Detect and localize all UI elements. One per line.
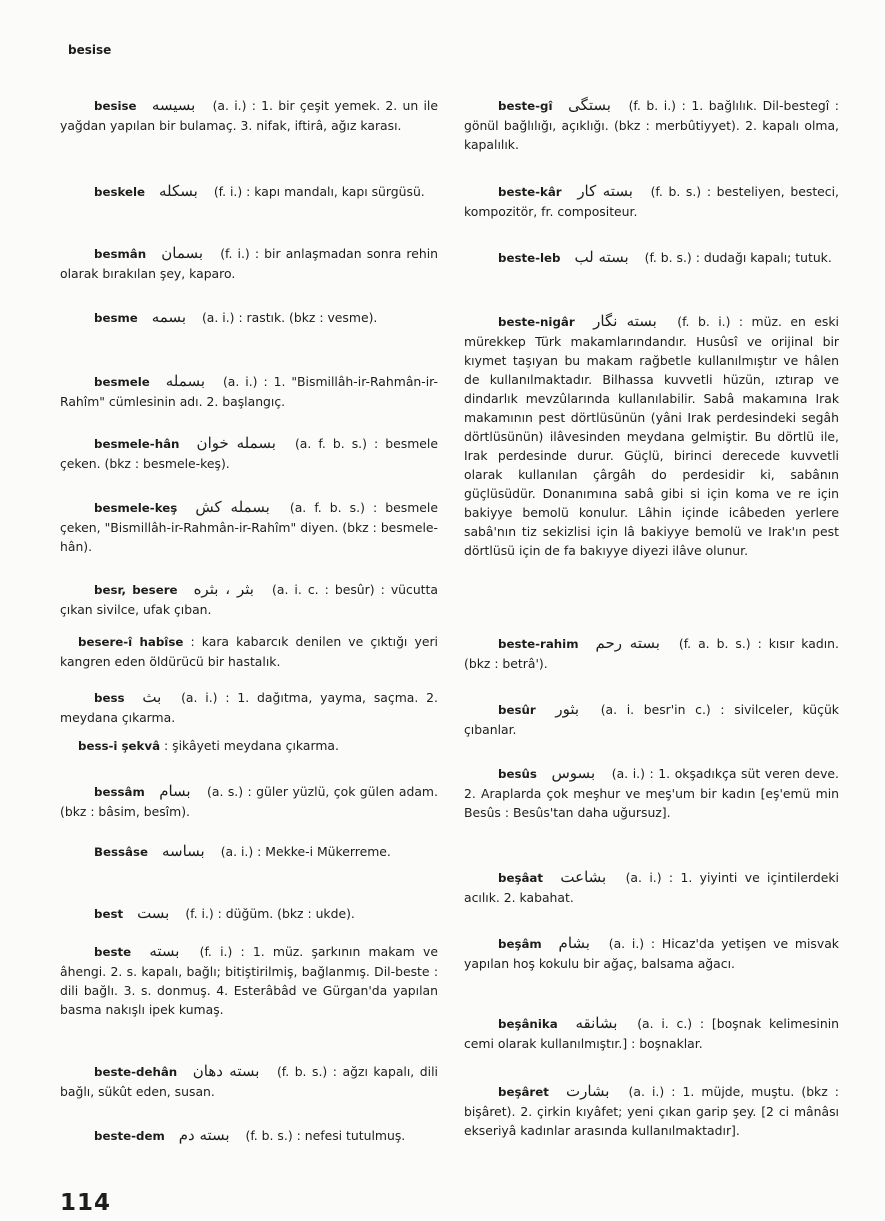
dictionary-entry — [60, 632, 438, 671]
grammar-note: (f. b. s.) — [644, 250, 692, 265]
grammar-note: (a. f. b. s.) — [289, 500, 365, 515]
dictionary-entry — [60, 688, 438, 727]
dictionary-entry — [60, 244, 438, 283]
dictionary-entry — [60, 96, 438, 135]
definition: : 1. "Bismillâh-ir-Rahmân-ir-Rahîm" cümlesinin adı. 2. başlangıç. — [60, 374, 438, 409]
grammar-note: (a. i.) — [222, 374, 258, 389]
definition: : rastık. (bkz : vesme). — [238, 310, 378, 325]
arabic-script: بسوس — [551, 764, 596, 782]
definition: : Mekke-i Mükerreme. — [257, 844, 391, 859]
dictionary-entry — [60, 372, 438, 411]
grammar-note: (a. i.) — [608, 936, 645, 951]
definition: : ağzı kapalı, dili bağlı, sükût eden, susan. — [60, 1064, 438, 1099]
dictionary-entry — [464, 182, 839, 221]
dictionary-entry — [60, 942, 438, 1019]
grammar-note: (f. b. s.) — [650, 184, 702, 199]
dictionary-entry — [464, 868, 839, 907]
headword: beşâret — [498, 1085, 549, 1099]
definition: : besmele çeken, "Bismillâh-ir-Rahmân-ir-Rahîm" diyen. (bkz : besmele-hân). — [60, 500, 438, 554]
grammar-note: (a. i.) — [611, 766, 645, 781]
dictionary-entry — [60, 182, 438, 202]
grammar-note: (a. f. b. s.) — [294, 436, 367, 451]
grammar-note: (f. b. i.) — [628, 98, 676, 113]
arabic-script: بساسه — [161, 842, 205, 860]
dictionary-entry — [60, 736, 438, 756]
arabic-script: بسمله خوان — [196, 434, 276, 452]
arabic-script: بسكله — [159, 182, 198, 200]
arabic-script: بسته رحم — [595, 634, 660, 652]
dictionary-entry — [464, 700, 839, 739]
arabic-script: بسته — [149, 942, 180, 960]
headword: besise — [94, 99, 137, 113]
arabic-script: بثر ، بثره — [193, 580, 254, 598]
headword: besere-î habîse — [78, 635, 184, 649]
dictionary-entry — [60, 498, 438, 556]
dictionary-entry — [60, 434, 438, 473]
definition: : 1. müz. şarkının makam ve âhengi. 2. s. kapalı, bağlı; bitiştirilmiş, bağlanmış. Dil-beste : dili bağlı. 3. s. donmuş. 4. Esterâbâd ve Gürgan'da yapılan basma nakışlı ipek kumaş. — [60, 944, 438, 1017]
dictionary-entry — [60, 580, 438, 619]
definition: : 1. dağıtma, yayma, saçma. 2. meydana çıkarma. — [60, 690, 438, 725]
grammar-note: (f. i.) — [185, 906, 214, 921]
definition: : sivilceler, küçük çıbanlar. — [464, 702, 839, 737]
page-number: 114 — [60, 1190, 112, 1216]
grammar-note: (a. s.) — [207, 784, 244, 799]
headword: besmân — [94, 247, 147, 261]
arabic-script: بشانقه — [575, 1014, 618, 1032]
grammar-note: (f. i.) — [213, 184, 243, 199]
headword: beste-nigâr — [498, 315, 575, 329]
headword: besûs — [498, 767, 537, 781]
arabic-script: بثور — [555, 700, 580, 718]
definition: : 1. yiyinti ve içintilerdeki acılık. 2. kabahat. — [464, 870, 839, 905]
headword: bessâm — [94, 785, 145, 799]
definition: : kapı mandalı, kapı sürgüsü. — [246, 184, 425, 199]
grammar-note: (a. i.) — [625, 870, 662, 885]
grammar-note: (a. i.) — [181, 690, 218, 705]
arabic-script: بسته دم — [178, 1126, 230, 1144]
headword: besmele-hân — [94, 437, 180, 451]
dictionary-entry — [464, 312, 839, 560]
definition: : kara kabarcık denilen ve çıktığı yeri kangren eden öldürücü bir hastalık. — [60, 634, 438, 669]
grammar-note: (a. i. c. : besûr) — [272, 582, 375, 597]
dictionary-entry — [464, 634, 839, 673]
dictionary-entry — [60, 1126, 438, 1146]
arabic-script: بست — [137, 904, 170, 922]
headword: beşânika — [498, 1017, 558, 1031]
arabic-script: بسته كار — [577, 182, 633, 200]
dictionary-entry — [60, 782, 438, 821]
arabic-script: بستگى — [568, 96, 611, 114]
arabic-script: بسته لب — [574, 248, 629, 266]
definition: : besteliyen, besteci, kompozitör, fr. compositeur. — [464, 184, 839, 219]
headword: beskele — [94, 185, 146, 199]
definition: : 1. bağlılık. Dil-bestegî : gönül bağlılığı, açıklığı. (bkz : merbûtiyyet). 2. kapalı olma, kapalılık. — [464, 98, 839, 152]
headword: beste-dehân — [94, 1065, 178, 1079]
grammar-note: (f. b. s.) — [245, 1128, 293, 1143]
definition: : nefesi tutulmuş. — [296, 1128, 406, 1143]
grammar-note: (f. b. i.) — [677, 314, 731, 329]
grammar-note: (f. i.) — [220, 246, 250, 261]
definition: : [boşnak kelimesinin cemi olarak kullanılmıştır.] : boşnaklar. — [464, 1016, 839, 1051]
definition: : kısır kadın. (bkz : betrâ'). — [464, 636, 839, 671]
grammar-note: (a. i. besr'in c.) — [600, 702, 711, 717]
headword: beste-leb — [498, 251, 561, 265]
headword: beste-rahim — [498, 637, 579, 651]
arabic-script: بث — [142, 688, 162, 706]
dictionary-entry — [60, 842, 438, 862]
headword: beste-kâr — [498, 185, 562, 199]
grammar-note: (a. i.) — [628, 1084, 665, 1099]
dictionary-entry — [464, 764, 839, 822]
definition: : dudağı kapalı; tutuk. — [695, 250, 832, 265]
grammar-note: (f. b. s.) — [276, 1064, 328, 1079]
headword: besûr — [498, 703, 536, 717]
definition: : vücutta çıkan sivilce, ufak çıban. — [60, 582, 438, 617]
dictionary-entry — [464, 96, 839, 154]
headword: bess-i şekvâ — [78, 739, 161, 753]
headword: bess — [94, 691, 125, 705]
dictionary-entry — [464, 248, 839, 268]
arabic-script: بسام — [159, 782, 191, 800]
definition: : 1. müjde, muştu. (bkz : bişâret). 2. çirkin kıyâfet; yeni çıkan garip şey. [2 ci mânâsı ekseriyâ kadınlar arasında kullanılmaktadır]. — [464, 1084, 839, 1138]
headword: beşâm — [498, 937, 542, 951]
definition: : 1. bir çeşit yemek. 2. un ile yağdan yapılan bir bulamaç. 3. nifak, iftirâ, ağız karası. — [60, 98, 438, 133]
dictionary-entry — [60, 308, 438, 328]
grammar-note: (a. i. c.) — [637, 1016, 693, 1031]
definition: : güler yüzlü, çok gülen adam. (bkz : bâsim, besîm). — [60, 784, 438, 819]
definition: : Hicaz'da yetişen ve misvak yapılan hoş kokulu bir ağaç, balsama ağacı. — [464, 936, 839, 971]
arabic-script: بسمله كش — [195, 498, 270, 516]
arabic-script: بسمه — [151, 308, 186, 326]
dictionary-entry — [464, 1014, 839, 1053]
definition: : düğüm. (bkz : ukde). — [217, 906, 355, 921]
arabic-script: بسيسه — [151, 96, 196, 114]
headword: beşâat — [498, 871, 544, 885]
dictionary-entry — [60, 1062, 438, 1101]
headword: beste-gî — [498, 99, 553, 113]
dictionary-entry — [464, 1082, 839, 1140]
running-head: besise — [68, 43, 112, 57]
headword: best — [94, 907, 124, 921]
headword: besme — [94, 311, 138, 325]
arabic-script: بسته دهان — [192, 1062, 260, 1080]
headword: besmele — [94, 375, 150, 389]
arabic-script: بشام — [558, 934, 590, 952]
definition: : besmele çeken. (bkz : besmele-keş). — [60, 436, 438, 471]
grammar-note: (a. i.) — [201, 310, 235, 325]
arabic-script: بسمله — [165, 372, 206, 390]
headword: beste — [94, 945, 132, 959]
headword: beste-dem — [94, 1129, 165, 1143]
headword: besr, besere — [94, 583, 178, 597]
grammar-note: (a. i.) — [220, 844, 254, 859]
dictionary-entry — [60, 904, 438, 924]
definition: : müz. en eski mürekkep Türk makamlarındandır. Husûsî ve orijinal bir kıymet taşıyan bu makam rağbetle kullanılmıştır ve hâlen de kullanılmaktadır. Bilhassa kuvvetli hüzün, ıztırap ve dindarlık mevzûlarında kullanılabilir. Sabâ makamına Irak makamının pest dörtlüsünün (yâni Irak perdesindeki segâh dörtlüsünün) ilâvesinden meydana gelmiştir. Bu dörtlü ile, Irak perdesinde durur. Güçlü, birinci derecede kuvvetli olarak kullanılan çârgâh do perdesidir ki, sabânın güçlüsüdür. Donanımına sabâ gibi si için koma ve re için bakiyye bemolü konulur. Lâhin içinde icâbeden yerlere sabâ'nın tiz sekizlisi için lâ bakiyye bemolü ve Irak'ın pest dörtlüsü için de fa bakıyye diyezi ilâve olunur. — [464, 314, 839, 558]
grammar-note: (f. i.) — [199, 944, 233, 959]
definition: : şikâyeti meydana çıkarma. — [164, 738, 339, 753]
definition: : bir anlaşmadan sonra rehin olarak bırakılan şey, kaparo. — [60, 246, 438, 281]
headword: Bessâse — [94, 845, 149, 859]
dictionary-entry — [464, 934, 839, 973]
headword: besmele-keş — [94, 501, 178, 515]
arabic-script: بسمان — [161, 244, 204, 262]
definition: : 1. okşadıkça süt veren deve. 2. Araplarda çok meşhur ve meş'um bir kadın [eş'emü min Besûs : Besûs'tan daha uğursuz]. — [464, 766, 839, 820]
grammar-note: (a. i.) — [212, 98, 247, 113]
arabic-script: بشاعت — [560, 868, 607, 886]
grammar-note: (f. a. b. s.) — [678, 636, 751, 651]
arabic-script: بسته نگار — [593, 312, 657, 330]
arabic-script: بشارت — [565, 1082, 610, 1100]
